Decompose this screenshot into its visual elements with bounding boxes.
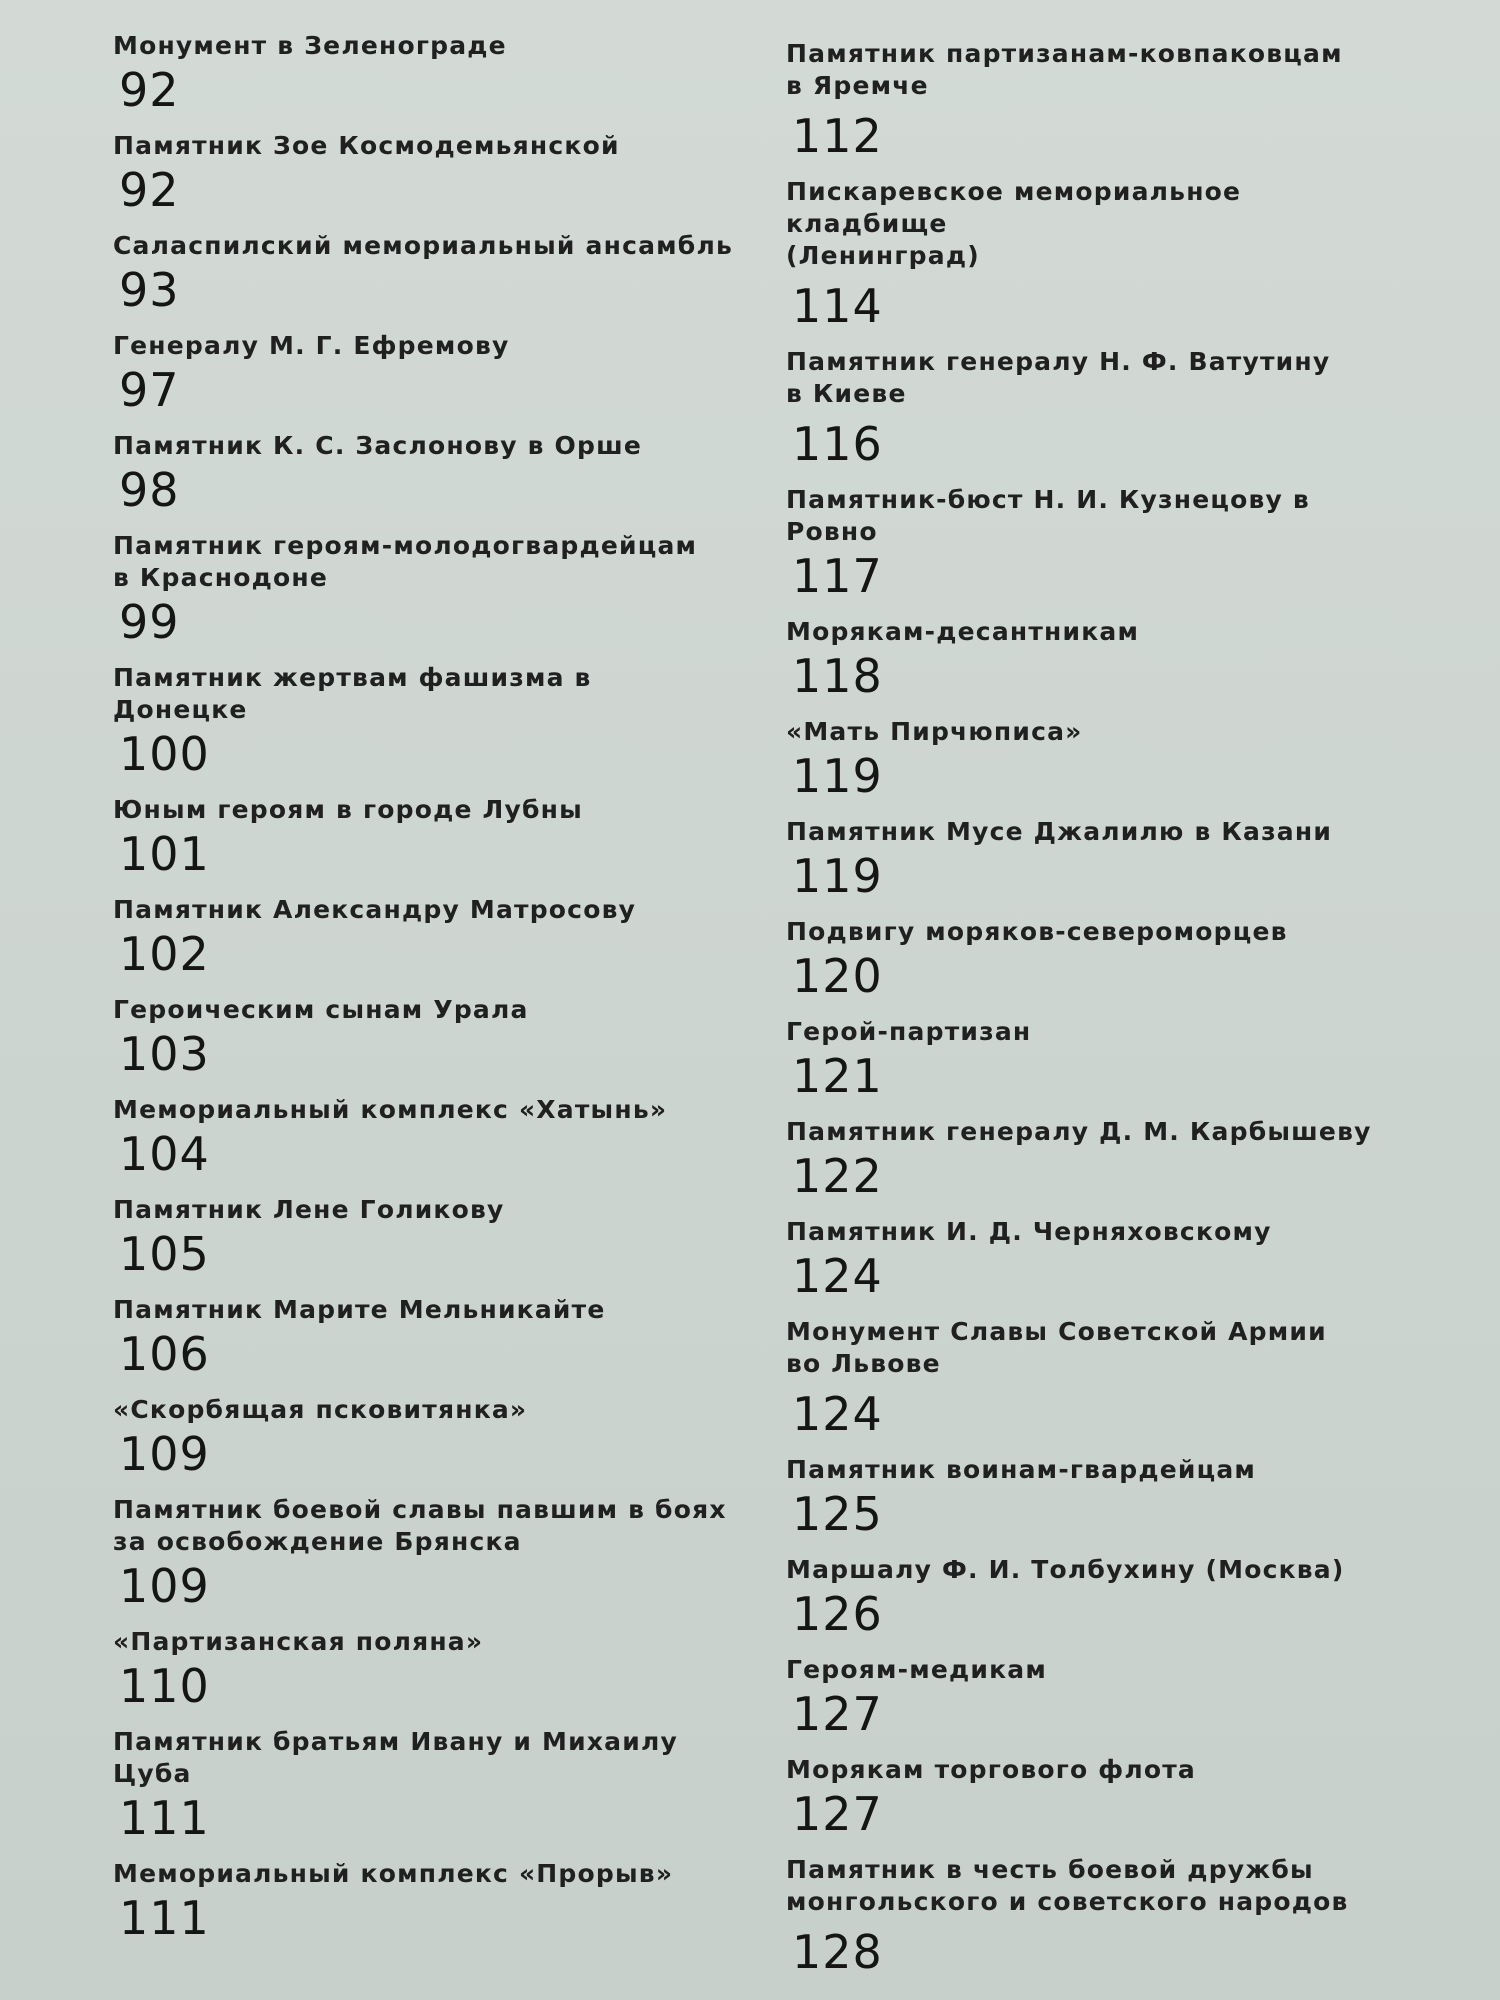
entry-page-number: 116: [792, 417, 883, 471]
entry-page-number: 99: [119, 595, 180, 649]
contents-entry: [113, 794, 733, 880]
entry-title: Пискаревское мемориальное кладбище (Ленинград): [786, 177, 1242, 270]
entry-title: Мемориальный комплекс «Прорыв»: [113, 1859, 674, 1888]
entry-page-number: 98: [119, 463, 180, 517]
entry-title: Памятник Зое Космодемьянской: [113, 131, 620, 160]
entry-page-number: 119: [792, 749, 883, 803]
entry-title: Памятник Мусе Джалилю в Казани: [786, 817, 1333, 846]
contents-entry: [113, 430, 733, 516]
contents-left-column: [113, 30, 733, 1958]
entry-title: Морякам торгового флота: [786, 1755, 1196, 1784]
contents-entry: [113, 530, 733, 648]
entry-page-number: 121: [792, 1049, 883, 1103]
contents-entry: [786, 1854, 1406, 1978]
entry-page-number: 101: [119, 827, 210, 881]
entry-page-number: 111: [119, 1791, 210, 1845]
contents-entry: [786, 1754, 1406, 1840]
entry-title: Героическим сынам Урала: [113, 995, 529, 1024]
entry-page-number: 128: [792, 1925, 883, 1979]
contents-entry: [786, 346, 1406, 470]
entry-title: Памятник братьям Ивану и Михаилу Цуба: [113, 1727, 678, 1788]
entry-page-number: 92: [119, 63, 180, 117]
contents-entry: [113, 662, 733, 780]
entry-title: Саласпилский мемориальный ансамбль: [113, 231, 733, 260]
entry-title: Маршалу Ф. И. Толбухину (Москва): [786, 1555, 1345, 1584]
entry-title: Памятник генералу Д. М. Карбышеву: [786, 1117, 1372, 1146]
entry-title: Памятник генералу Н. Ф. Ватутину в Киеве: [786, 347, 1331, 408]
entry-page-number: 93: [119, 263, 180, 317]
entry-page-number: 103: [119, 1027, 210, 1081]
contents-entry: [786, 716, 1406, 802]
entry-page-number: 114: [792, 279, 883, 333]
entry-title: Юным героям в городе Лубны: [113, 795, 583, 824]
entry-page-number: 118: [792, 649, 883, 703]
entry-page-number: 122: [792, 1149, 883, 1203]
contents-entry: [786, 1216, 1406, 1302]
contents-entry: [786, 816, 1406, 902]
entry-page-number: 110: [119, 1659, 210, 1713]
entry-page-number: 124: [792, 1249, 883, 1303]
entry-page-number: 105: [119, 1227, 210, 1281]
entry-page-number: 112: [792, 109, 883, 163]
contents-entry: [786, 1116, 1406, 1202]
contents-entry: [113, 1394, 733, 1480]
entry-title: Памятник героям-молодогвардейцам в Краснодоне: [113, 531, 698, 592]
entry-title: Памятник-бюст Н. И. Кузнецову в Ровно: [786, 485, 1310, 546]
entry-title: Памятник жертвам фашизма в Донецке: [113, 663, 592, 724]
entry-page-number: 92: [119, 163, 180, 217]
entry-title: Памятник Александру Матросову: [113, 895, 637, 924]
entry-page-number: 111: [119, 1891, 210, 1945]
entry-page-number: 100: [119, 727, 210, 781]
entry-page-number: 104: [119, 1127, 210, 1181]
entry-title: Генералу М. Г. Ефремову: [113, 331, 510, 360]
entry-page-number: 97: [119, 363, 180, 417]
contents-entry: [786, 1316, 1406, 1440]
contents-entry: [113, 1094, 733, 1180]
contents-entry: [786, 484, 1406, 602]
contents-entry: [113, 1626, 733, 1712]
contents-entry: [113, 894, 733, 980]
entry-title: «Партизанская поляна»: [113, 1627, 484, 1656]
entry-page-number: 119: [792, 849, 883, 903]
contents-entry: [786, 38, 1406, 162]
entry-page-number: 126: [792, 1587, 883, 1641]
contents-entry: [113, 1494, 733, 1612]
entry-title: «Мать Пирчюписа»: [786, 717, 1083, 746]
contents-entry: [113, 1726, 733, 1844]
entry-page-number: 117: [792, 549, 883, 603]
entry-page-number: 124: [792, 1387, 883, 1441]
contents-entry: [786, 1016, 1406, 1102]
contents-entry: [786, 916, 1406, 1002]
contents-right-column: [786, 38, 1406, 1992]
entry-title: Монумент Славы Советской Армии во Львове: [786, 1317, 1327, 1378]
entry-title: Монумент в Зеленограде: [113, 31, 507, 60]
entry-page-number: 125: [792, 1487, 883, 1541]
entry-page-number: 120: [792, 949, 883, 1003]
entry-page-number: 109: [119, 1427, 210, 1481]
entry-page-number: 106: [119, 1327, 210, 1381]
entry-title: Памятник К. С. Заслонову в Орше: [113, 431, 642, 460]
entry-title: Памятник Марите Мельникайте: [113, 1295, 606, 1324]
contents-entry: [786, 1454, 1406, 1540]
contents-entry: [113, 30, 733, 116]
entry-title: Памятник в честь боевой дружбы монгольского и советского народов: [786, 1855, 1349, 1916]
contents-entry: [113, 1294, 733, 1380]
entry-title: Герой-партизан: [786, 1017, 1032, 1046]
entry-title: Морякам-десантникам: [786, 617, 1140, 646]
contents-entry: [113, 330, 733, 416]
entry-page-number: 109: [119, 1559, 210, 1613]
entry-page-number: 102: [119, 927, 210, 981]
entry-title: Памятник воинам-гвардейцам: [786, 1455, 1257, 1484]
entry-title: «Скорбящая псковитянка»: [113, 1395, 528, 1424]
contents-entry: [113, 994, 733, 1080]
contents-entry: [113, 130, 733, 216]
contents-entry: [786, 616, 1406, 702]
contents-entry: [786, 1554, 1406, 1640]
entry-title: Памятник партизанам-ковпаковцам в Яремче: [786, 39, 1343, 100]
contents-entry: [113, 1194, 733, 1280]
entry-title: Памятник Лене Голикову: [113, 1195, 505, 1224]
entry-page-number: 127: [792, 1787, 883, 1841]
contents-entry: [113, 230, 733, 316]
contents-entry: [786, 176, 1406, 332]
entry-title: Памятник И. Д. Черняховскому: [786, 1217, 1272, 1246]
entry-page-number: 127: [792, 1687, 883, 1741]
contents-entry: [786, 1654, 1406, 1740]
entry-title: Мемориальный комплекс «Хатынь»: [113, 1095, 668, 1124]
entry-title: Героям-медикам: [786, 1655, 1047, 1684]
contents-entry: [113, 1858, 733, 1944]
entry-title: Подвигу моряков-североморцев: [786, 917, 1288, 946]
entry-title: Памятник боевой славы павшим в боях за освобождение Брянска: [113, 1495, 727, 1556]
